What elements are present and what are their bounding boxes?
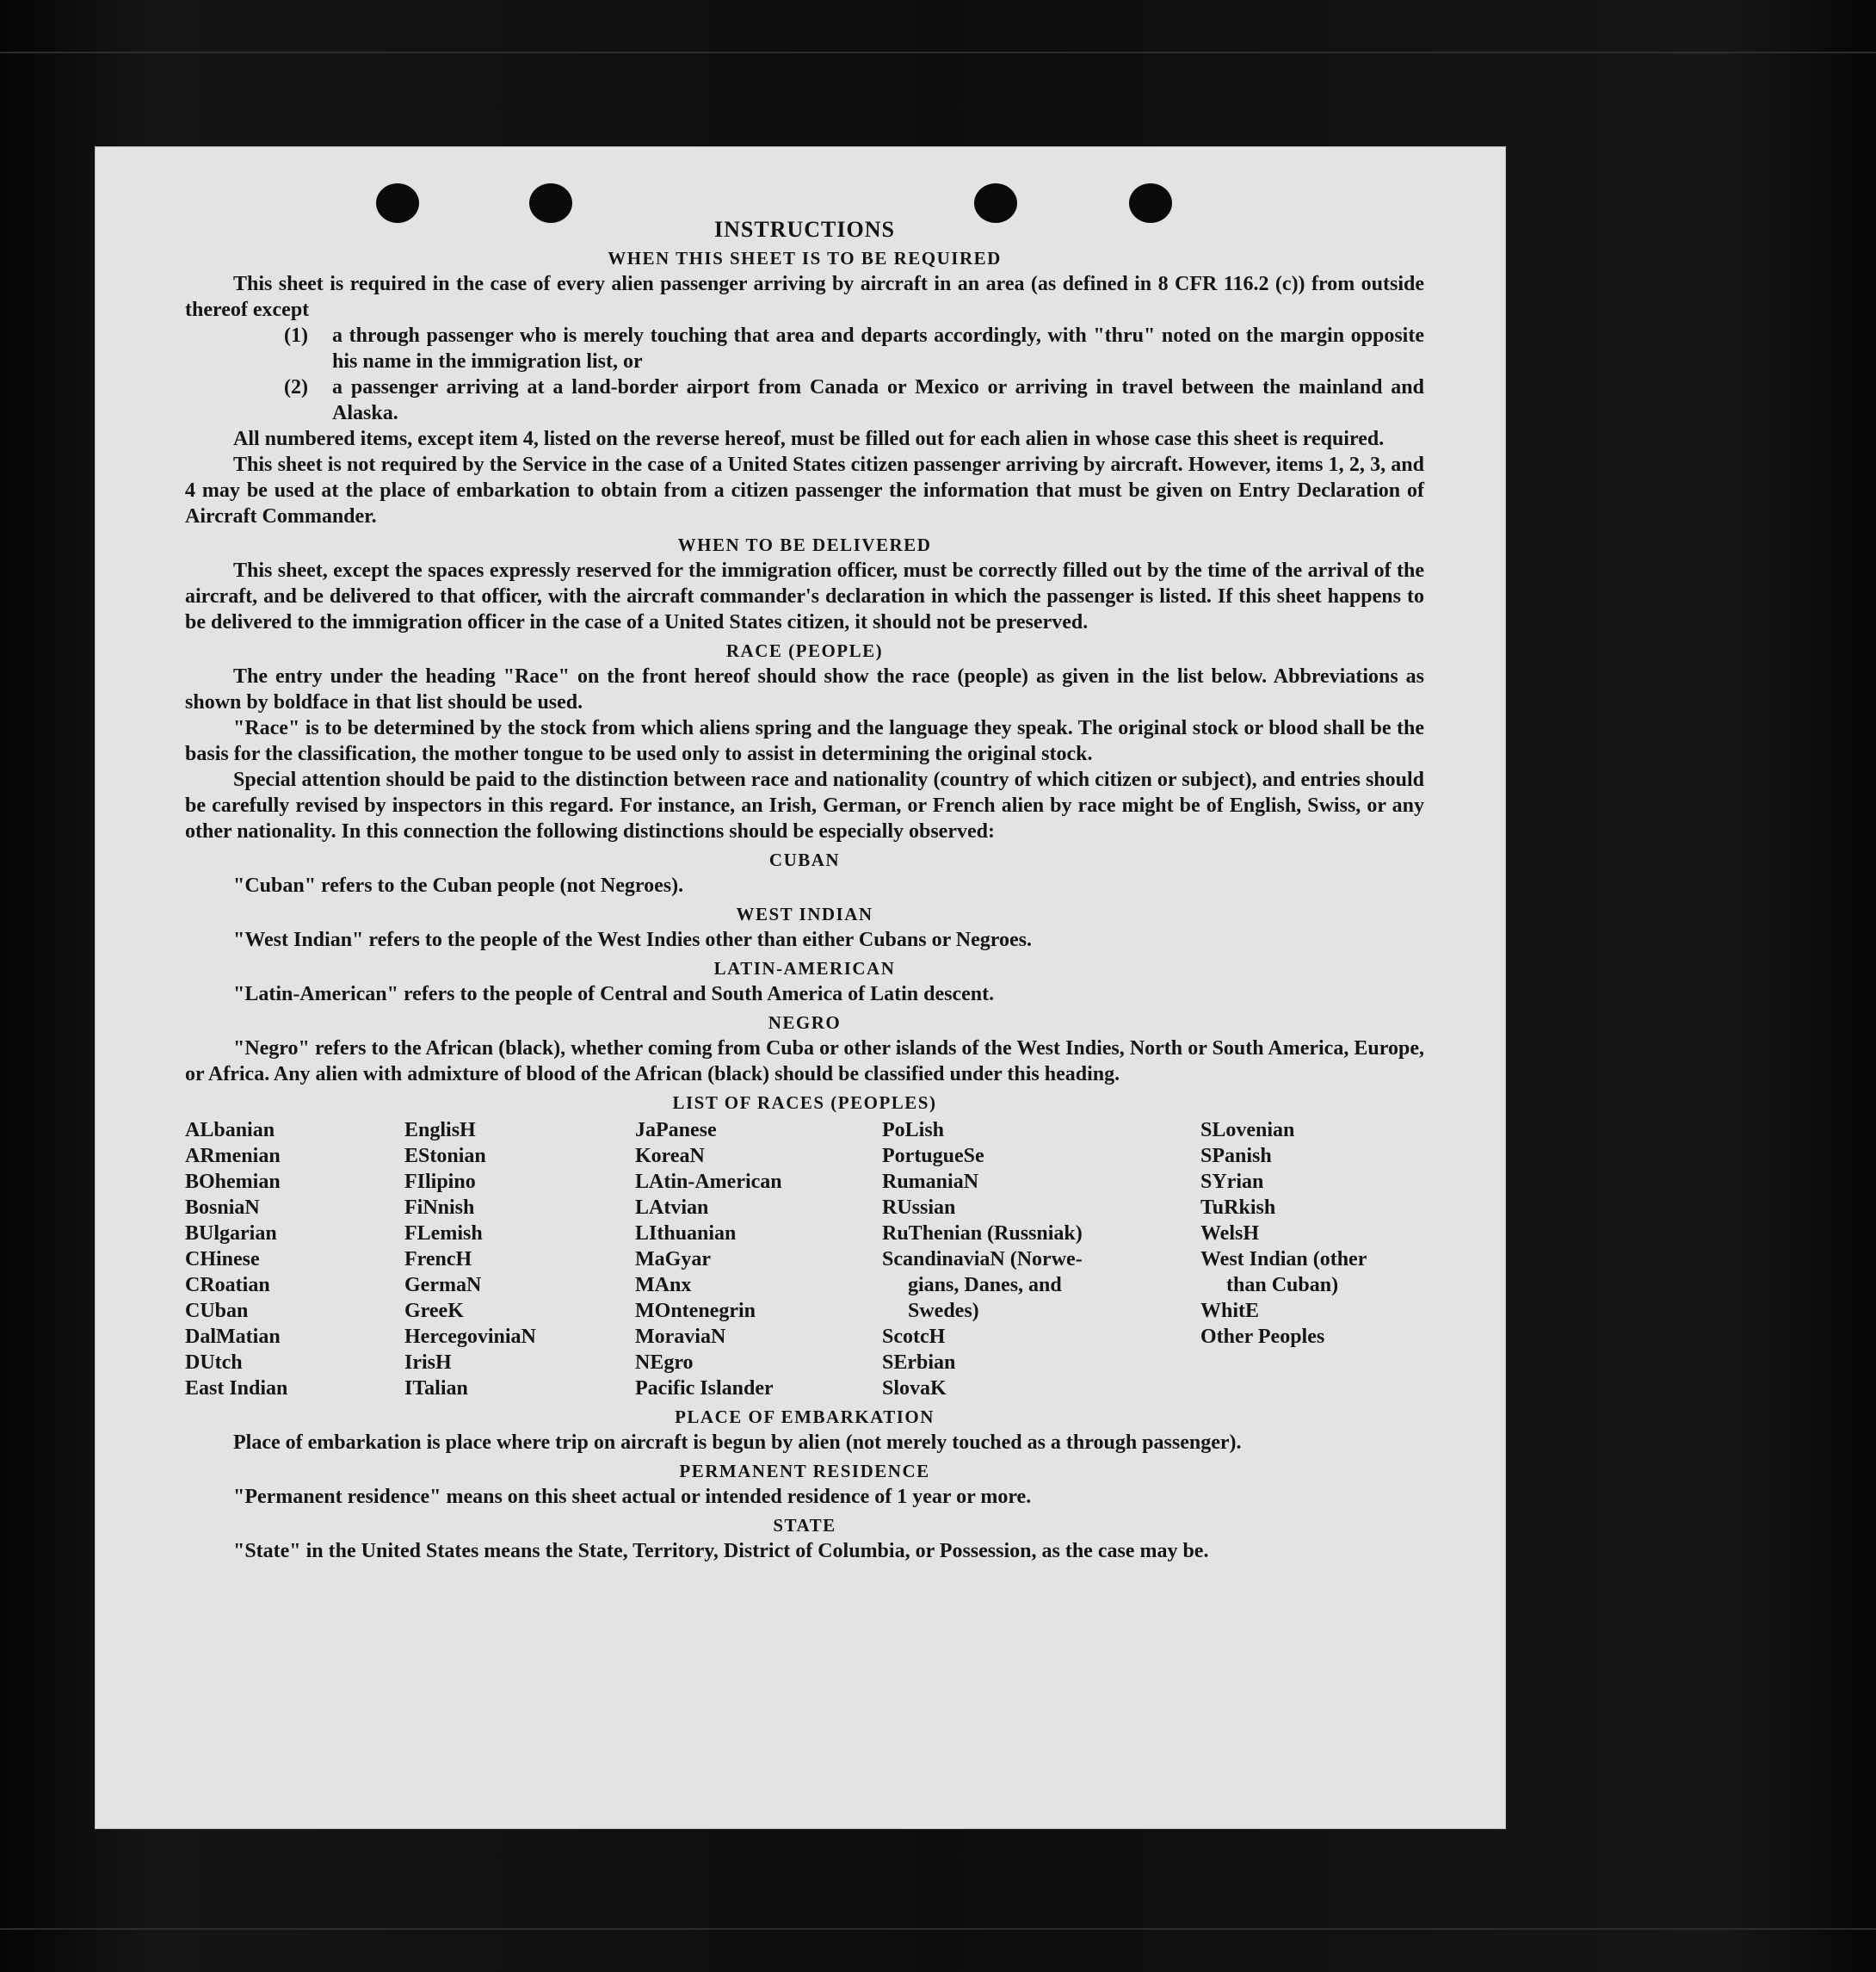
races-column [185,1117,404,1401]
races-column [882,1117,1200,1401]
paragraph: "State" in the United States means the State, Territory, District of Columbia, or Possession, as the case may be. [233,1540,1209,1562]
race-entry: ScandinaviaN (Norwe- [882,1248,1083,1270]
races-list [185,1117,1424,1401]
race-entry: Pacific Islander [635,1377,774,1400]
race-entry: ARmenian [185,1145,281,1167]
item-text: a passenger arriving at a land-border airport from Canada or Mexico or arriving in travel between the mainland and Alaska. [332,376,1424,424]
race-entry: SPanish [1200,1145,1272,1167]
page-title: INSTRUCTIONS [714,217,895,242]
race-entry: FrencH [404,1248,472,1270]
paragraph: "Cuban" refers to the Cuban people (not Negroes). [233,875,684,897]
race-entry: LAtin-American [635,1171,782,1193]
paragraph: "West Indian" refers to the people of the West Indies other than either Cubans or Negroes. [233,929,1032,951]
race-entry: MoraviaN [635,1326,726,1348]
paragraph: Place of embarkation is place where trip on aircraft is begun by alien (not merely touched as a through passenger). [233,1431,1242,1454]
instructions-content [185,217,1424,1564]
race-entry: GermaN [404,1274,482,1296]
race-entry: MAnx [635,1274,692,1296]
race-entry: SlovaK [882,1377,947,1400]
race-entry: RumaniaN [882,1171,979,1193]
paragraph: "Negro" refers to the African (black), whether coming from Cuba or other islands of the West Indies, North or South America, Europe, or Africa. Any alien with admixture of blood of the African (black) should be classified under this heading. [185,1037,1424,1085]
list-item [185,323,1424,374]
section-heading-cuban: CUBAN [768,850,841,870]
section-heading-permanent-residence: PERMANENT RESIDENCE [679,1461,930,1481]
race-entry: HercegoviniaN [404,1326,536,1348]
race-entry: Other Peoples [1200,1326,1325,1348]
race-entry: SErbian [882,1351,956,1374]
race-entry: DUtch [185,1351,243,1374]
race-entry: FIlipino [404,1171,476,1193]
paragraph: "Permanent residence" means on this sheet actual or intended residence of 1 year or more. [233,1486,1032,1508]
races-column [404,1117,635,1401]
race-entry: SYrian [1200,1171,1264,1193]
race-entry: RuThenian (Russniak) [882,1222,1083,1245]
race-entry: FiNnish [404,1196,475,1219]
race-entry: CUban [185,1300,249,1322]
race-entry: FLemish [404,1222,483,1245]
race-entry: EnglisH [404,1119,476,1141]
race-entry: Swedes) [908,1300,979,1322]
race-entry: KoreaN [635,1145,705,1167]
item-text: a through passenger who is merely touching that area and departs accordingly, with "thru" noted on the margin opposite his name in the immigration list, or [332,325,1424,373]
race-entry: ALbanian [185,1119,275,1141]
race-entry: CHinese [185,1248,260,1270]
race-entry: DalMatian [185,1326,281,1348]
section-heading-west-indian: WEST INDIAN [736,904,873,924]
race-entry: MaGyar [635,1248,711,1270]
race-entry: West Indian (other [1200,1248,1367,1270]
section-heading-embarkation: PLACE OF EMBARKATION [675,1406,935,1427]
races-column [635,1117,882,1401]
race-entry: PoLish [882,1119,945,1141]
race-entry: WelsH [1200,1222,1260,1245]
section-heading-state: STATE [773,1515,836,1536]
paragraph: The entry under the heading "Race" on the front hereof should show the race (people) as given in the list below. Abbreviations as shown by boldface in that list should be used. [185,665,1424,714]
section-heading-negro: NEGRO [768,1012,842,1033]
paragraph: All numbered items, except item 4, listed on the reverse hereof, must be filled out for each alien in whose case this sheet is required. [233,428,1385,450]
race-entry: RUssian [882,1196,956,1219]
race-entry: gians, Danes, and [908,1274,1062,1296]
race-entry: LIthuanian [635,1222,737,1245]
paragraph: Special attention should be paid to the distinction between race and nationality (country of which citizen or subject), and entries should be carefully revised by inspectors in this regard. For instance, an Irish, German, or French alien by race might be of English, Swiss, or any other nationality. In this connection the following distinctions should be especially observed: [185,769,1424,843]
race-entry: CRoatian [185,1274,270,1296]
race-entry: BosniaN [185,1196,260,1219]
race-entry: GreeK [404,1300,464,1322]
race-entry: ScotcH [882,1326,946,1348]
paragraph: "Race" is to be determined by the stock from which aliens spring and the language they speak. The original stock or blood shall be the basis for the classification, the mother tongue to be used only to assist in determining the original stock. [185,717,1424,765]
section-heading-latin-american: LATIN-AMERICAN [713,958,896,979]
race-entry: EStonian [404,1145,486,1167]
race-entry: BUlgarian [185,1222,277,1245]
section-heading-list-of-races: LIST OF RACES (PEOPLES) [672,1092,937,1113]
race-entry: JaPanese [635,1119,717,1141]
race-entry: IrisH [404,1351,452,1374]
paragraph: This sheet is required in the case of every alien passenger arriving by aircraft in an area (as defined in 8 CFR 116.2 (c)) from outside thereof except [185,273,1424,321]
race-entry: SLovenian [1200,1119,1295,1141]
section-heading-when-required: WHEN THIS SHEET IS TO BE REQUIRED [608,248,1002,269]
race-entry: ITalian [404,1377,468,1400]
race-entry: WhitE [1200,1300,1260,1322]
race-entry: MOntenegrin [635,1300,756,1322]
paragraph: "Latin-American" refers to the people of Central and South America of Latin descent. [233,983,995,1005]
race-entry: East Indian [185,1377,288,1400]
race-entry: NEgro [635,1351,694,1374]
race-entry: PortugueSe [882,1145,984,1167]
race-entry: LAtvian [635,1196,709,1219]
document-sheet [95,146,1506,1829]
scan-border-bottom [0,1928,1876,1930]
list-item [185,374,1424,426]
race-entry: than Cuban) [1226,1274,1339,1296]
section-heading-when-delivered: WHEN TO BE DELIVERED [677,535,932,555]
section-heading-race: RACE (PEOPLE) [725,640,884,661]
scan-border-top [0,52,1876,53]
races-column [1200,1117,1424,1401]
item-number: (2) [284,376,308,399]
race-entry: BOhemian [185,1171,281,1193]
paragraph: This sheet, except the spaces expressly reserved for the immigration officer, must be correctly filled out by the time of the arrival of the aircraft, and be delivered to that officer, with the aircraft commander's declaration in which the passenger is listed. If this sheet happens to be delivered to the immigration officer in the case of a United States citizen, it should not be preserved. [185,559,1424,634]
item-number: (1) [284,325,308,347]
race-entry: TuRkish [1200,1196,1276,1219]
paragraph: This sheet is not required by the Service in the case of a United States citizen passenger arriving by aircraft. However, items 1, 2, 3, and 4 may be used at the place of embarkation to obtain from a citizen passenger the information that must be given on Entry Declaration of Aircraft Commander. [185,454,1424,528]
